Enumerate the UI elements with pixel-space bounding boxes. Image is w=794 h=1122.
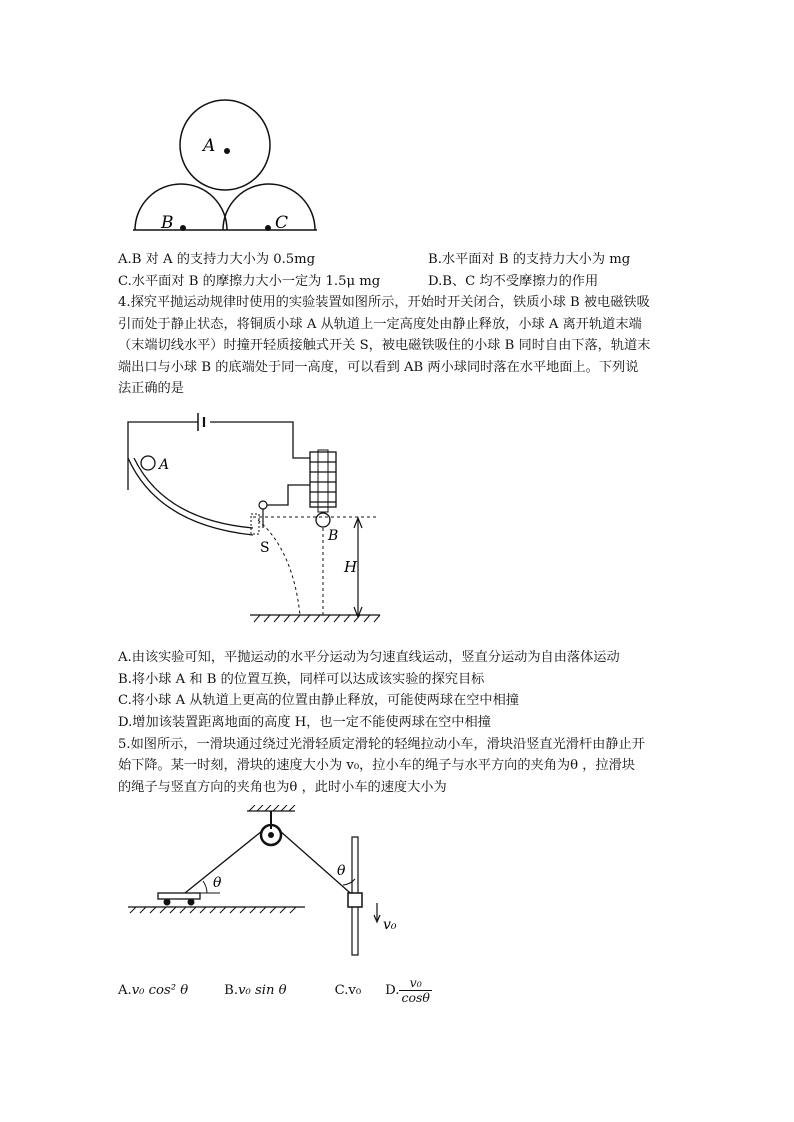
- slider-block: [348, 893, 362, 907]
- q4-option-c: C.将小球 A 从轨道上更高的位置由静止释放，可能使两球在空中相撞: [118, 693, 519, 708]
- label-b: B: [161, 213, 174, 233]
- ground-hatch: [254, 615, 380, 622]
- q3-option-d: D.B、C 均不受摩擦力的作用: [428, 274, 599, 289]
- figure-three-spheres: [125, 95, 325, 235]
- q5-option-d-denominator: cosθ: [401, 990, 430, 1005]
- pulley-axle: [268, 832, 274, 838]
- q5-option-d-fraction: [399, 976, 431, 1005]
- q4-stem-line-4: 端出口与小球 B 的底端处于同一高度，可以看到 AB 两小球同时落在水平地面上。下列说: [118, 360, 639, 375]
- label-v0: v₀: [383, 917, 397, 933]
- q4-stem-line-5: 法正确的是: [118, 381, 184, 396]
- q4-option-b: B.将小球 A 和 B 的位置互换，同样可以达成该实验的探究目标: [118, 672, 485, 687]
- ball-b: [316, 513, 330, 527]
- cart-body: [158, 893, 200, 899]
- q3-option-c: C.水平面对 B 的摩擦力大小一定为 1.5μ mg: [118, 274, 381, 289]
- figure-pulley-system: [125, 805, 425, 960]
- q5-option-a-prefix: A.: [118, 983, 132, 998]
- q5-option-b-expr: v₀ sin θ: [238, 983, 287, 998]
- sphere-c: [223, 184, 315, 230]
- iron-core: [318, 450, 328, 512]
- ground-hatch: [130, 907, 296, 913]
- label-height-h: H: [344, 558, 358, 576]
- q4-stem-line-3: （末端切线水平）时撞开轻质接触式开关 S，被电磁铁吸住的小球 B 同时自由下落，轨道末: [118, 338, 651, 353]
- label-theta-cart: θ: [213, 875, 222, 891]
- cart-wheel-right: [188, 899, 195, 906]
- coil-windings: [310, 462, 336, 502]
- q3-option-a: A.B 对 A 的支持力大小为 0.5mg: [118, 252, 316, 267]
- angle-arc-slider: [343, 879, 355, 885]
- cart-wheel-left: [164, 899, 171, 906]
- q5-stem-line-1: 5.如图所示，一滑块通过绕过光滑轻质定滑轮的轻绳拉动小车，滑块沿竖直光滑杆由静止开: [118, 737, 645, 752]
- label-switch-s: S: [260, 540, 270, 556]
- q4-option-a: A.由该实验可知，平抛运动的水平分运动为匀速直线运动，竖直分运动为自由落体运动: [118, 650, 620, 665]
- figure-projectile-apparatus: [118, 410, 388, 625]
- angle-arc-cart: [203, 881, 207, 893]
- label-a: A: [203, 136, 216, 156]
- q5-options: [118, 976, 432, 1005]
- ball-a: [141, 456, 155, 470]
- q5-option-a-expr: v₀ cos² θ: [131, 983, 189, 998]
- q5-option-b-prefix: B.: [224, 983, 239, 998]
- switch-contact: [259, 501, 267, 509]
- label-c: C: [275, 213, 289, 233]
- q5-stem-line-3: 的绳子与竖直方向的夹角也为θ ，此时小车的速度大小为: [118, 780, 447, 795]
- label-ball-a: A: [159, 457, 170, 473]
- q4-stem-line-1: 4.探究平抛运动规律时使用的实验装置如图所示，开始时开关闭合，铁质小球 B 被电磁铁吸: [118, 295, 650, 310]
- rope-to-cart: [185, 831, 262, 893]
- sphere-b: [135, 184, 227, 230]
- electromagnet-coil: [310, 452, 336, 507]
- q5-option-d-prefix: D.: [385, 983, 400, 998]
- q4-stem-line-2: 引而处于静止状态，将铜质小球 A 从轨道上一定高度处由静止释放，小球 A 离开轨道末端: [118, 317, 642, 332]
- q5-option-c: C.v₀: [334, 983, 362, 998]
- magnet-wire: [267, 485, 310, 505]
- label-theta-slider: θ: [337, 863, 346, 879]
- q3-option-b: B.水平面对 B 的支持力大小为 mg: [428, 252, 631, 267]
- q5-option-d-numerator: v₀: [409, 975, 422, 990]
- center-dot-c: [265, 225, 271, 231]
- center-dot-b: [180, 225, 186, 231]
- center-dot-a: [224, 148, 230, 154]
- ceiling-hatch: [249, 805, 295, 811]
- sphere-a: [180, 100, 270, 190]
- rope-to-slider: [280, 831, 357, 899]
- label-ball-b: B: [328, 528, 339, 544]
- trajectory-a: [258, 520, 300, 615]
- q4-option-d: D.增加该装置距离地面的高度 H，也一定不能使两球在空中相撞: [118, 715, 491, 730]
- circuit-wire: [128, 422, 310, 490]
- q5-stem-line-2: 始下降。某一时刻，滑块的速度大小为 v₀，拉小车的绳子与水平方向的夹角为θ ，拉滑块: [118, 758, 635, 773]
